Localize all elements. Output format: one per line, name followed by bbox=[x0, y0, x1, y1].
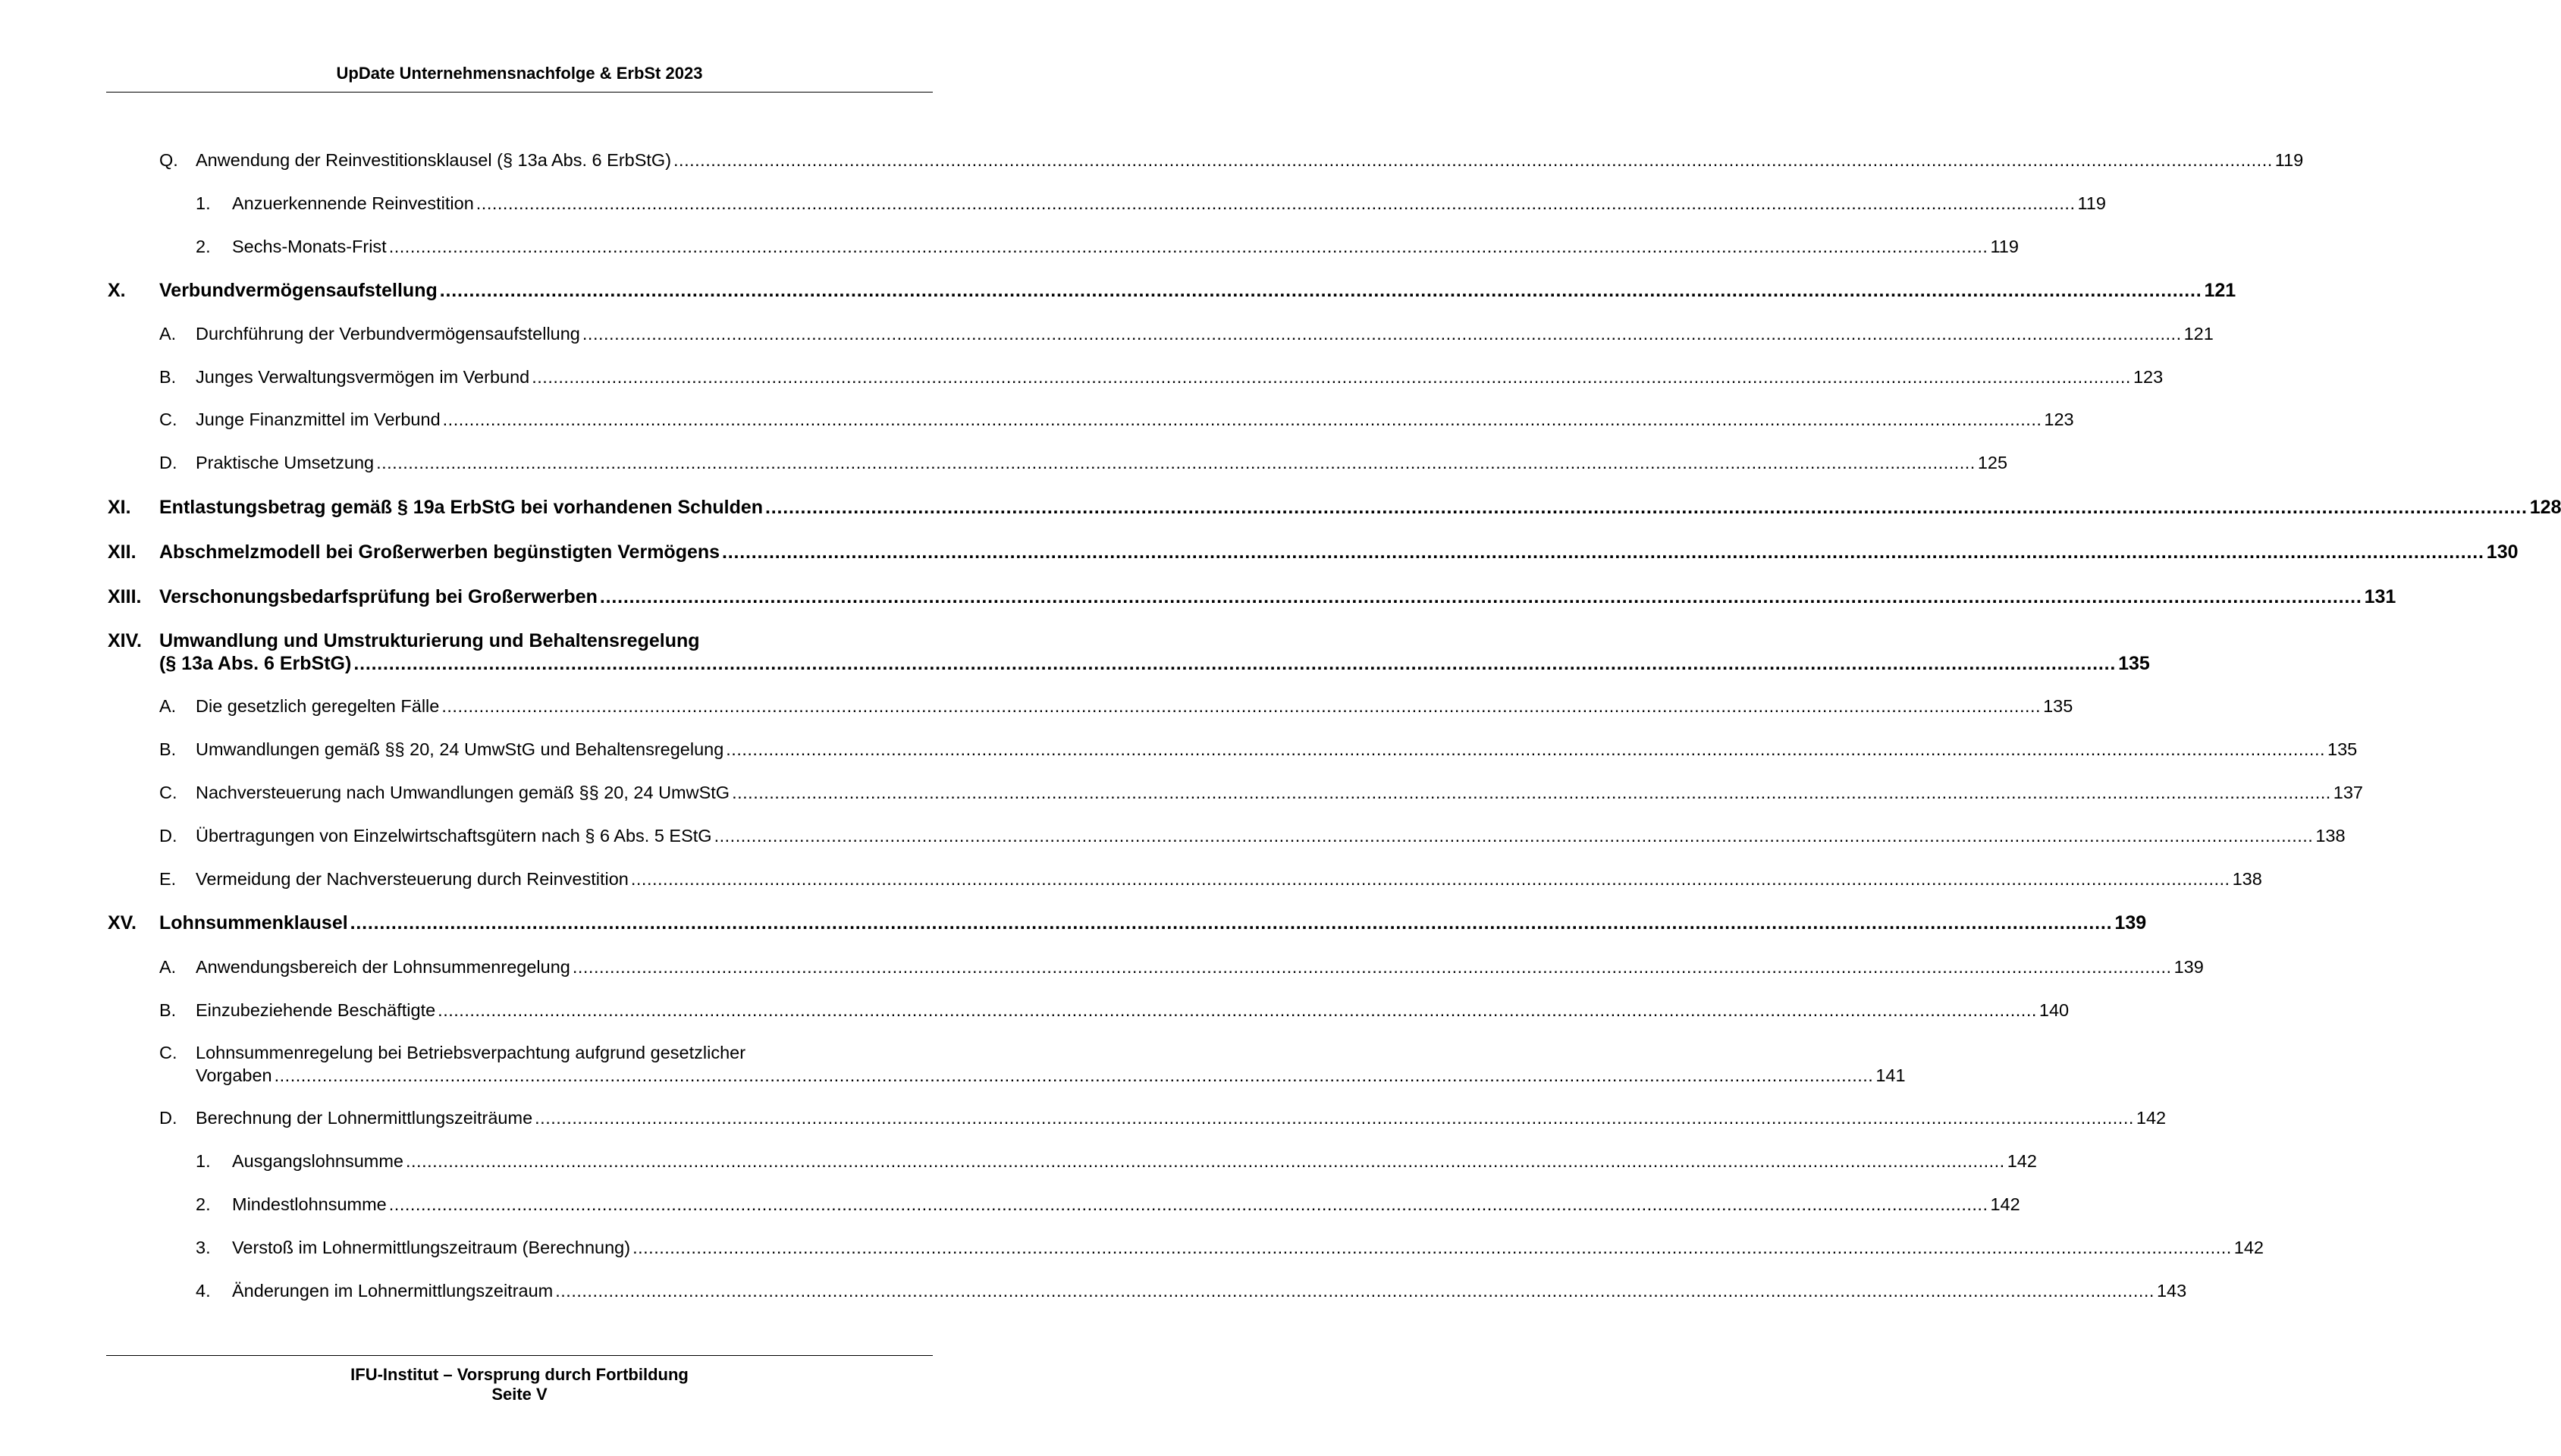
toc-page-number: 119 bbox=[1990, 237, 2019, 256]
toc-leader-dots: ............................................................................................................................................................................................................................................................................................................ bbox=[732, 783, 2331, 802]
toc-page-number: 128 bbox=[2529, 497, 2561, 518]
toc-page-number: 125 bbox=[1977, 453, 2008, 472]
toc-page-number: 138 bbox=[2315, 826, 2346, 846]
toc-page-number: 142 bbox=[2233, 1238, 2264, 1257]
toc-title: Sechs-Monats-Frist bbox=[232, 237, 387, 256]
toc-title: Junges Verwaltungsvermögen im Verbund bbox=[196, 367, 530, 387]
toc-leader-dots: ............................................................................................................................................................................................................................................................................................................ bbox=[475, 193, 2076, 213]
toc-title: (§ 13a Abs. 6 ErbStG) bbox=[159, 653, 352, 674]
toc-page-number: 142 bbox=[2007, 1151, 2037, 1171]
toc-title: Durchführung der Verbundvermögensaufstellung bbox=[196, 324, 580, 344]
toc-title: Vorgaben bbox=[196, 1065, 272, 1085]
toc-number: X. bbox=[108, 280, 126, 301]
toc-page-number: 121 bbox=[2183, 324, 2214, 344]
toc-leader-dots: ............................................................................................................................................................................................................................................................................................................ bbox=[376, 453, 1976, 472]
toc-number: XII. bbox=[108, 541, 137, 563]
toc-leader-dots: ............................................................................................................................................................................................................................................................................................................ bbox=[630, 869, 2230, 889]
toc-title-line: Umwandlung und Umstrukturierung und Behaltensregelung bbox=[159, 630, 700, 651]
toc-leader-dots: ............................................................................................................................................................................................................................................................................................................ bbox=[582, 324, 2182, 344]
toc-number: D. bbox=[159, 453, 177, 472]
toc-number: 1. bbox=[196, 193, 211, 213]
toc-number: B. bbox=[159, 739, 177, 759]
toc-number: 1. bbox=[196, 1151, 211, 1171]
toc-number: B. bbox=[159, 367, 177, 387]
footer-page-number: Seite V bbox=[491, 1385, 548, 1404]
toc-leader-dots: ............................................................................................................................................................................................................................................................................................................ bbox=[388, 1194, 1988, 1214]
toc-leader-dots: ............................................................................................................................................................................................................................................................................................................ bbox=[274, 1065, 1874, 1085]
toc-title-line: Lohnsummenregelung bei Betriebsverpachtung aufgrund gesetzlicher bbox=[196, 1043, 746, 1062]
toc-title: Anzuerkennende Reinvestition bbox=[232, 193, 474, 213]
toc-title: Einzubeziehende Beschäftigte bbox=[196, 1000, 436, 1020]
toc-title: Verstoß im Lohnermittlungszeitraum (Berechnung) bbox=[232, 1238, 631, 1257]
toc-title: Umwandlungen gemäß §§ 20, 24 UmwStG und Behaltensregelung bbox=[196, 739, 724, 759]
toc-title: Änderungen im Lohnermittlungszeitraum bbox=[232, 1281, 554, 1301]
toc-number: 4. bbox=[196, 1281, 211, 1301]
toc-page-number: 141 bbox=[1875, 1065, 1906, 1085]
toc-leader-dots: ............................................................................................................................................................................................................................................................................................................ bbox=[535, 1108, 2134, 1128]
toc-page-number: 131 bbox=[2364, 586, 2396, 607]
toc-title: Anwendung der Reinvestitionsklausel (§ 13a Abs. 6 ErbStG) bbox=[196, 150, 672, 170]
toc-leader-dots: ............................................................................................................................................................................................................................................................................................................ bbox=[532, 367, 2131, 387]
toc-page-number: 143 bbox=[2156, 1281, 2187, 1301]
toc-number: Q. bbox=[159, 150, 178, 170]
toc-leader-dots: ............................................................................................................................................................................................................................................................................................................ bbox=[441, 696, 2042, 716]
toc-number: XIV. bbox=[108, 630, 142, 651]
toc-title: Vermeidung der Nachversteuerung durch Reinvestition bbox=[196, 869, 629, 889]
toc-leader-dots: ............................................................................................................................................................................................................................................................................................................ bbox=[572, 957, 2172, 977]
toc-title: Ausgangslohnsumme bbox=[232, 1151, 403, 1171]
toc-number: C. bbox=[159, 410, 177, 429]
toc-number: XI. bbox=[108, 497, 131, 518]
toc-title: Berechnung der Lohnermittlungszeiträume bbox=[196, 1108, 533, 1128]
footer-rule bbox=[106, 1355, 933, 1356]
toc-title: Verbundvermögensaufstellung bbox=[159, 280, 438, 301]
toc-leader-dots: ............................................................................................................................................................................................................................................................................................................ bbox=[353, 653, 2117, 674]
toc-leader-dots: ............................................................................................................................................................................................................................................................................................................ bbox=[439, 280, 2202, 301]
toc-title: Entlastungsbetrag gemäß § 19a ErbStG bei vorhandenen Schulden bbox=[159, 497, 764, 518]
toc-page-number: 135 bbox=[2043, 696, 2073, 716]
toc-leader-dots: ............................................................................................................................................................................................................................................................................................................ bbox=[673, 150, 2273, 170]
toc-number: XV. bbox=[108, 912, 137, 934]
toc-title: Übertragungen von Einzelwirtschaftsgütern nach § 6 Abs. 5 EStG bbox=[196, 826, 712, 846]
toc-page-number: 135 bbox=[2118, 653, 2150, 674]
toc-page-number: 142 bbox=[2136, 1108, 2167, 1128]
toc-number: XIII. bbox=[108, 586, 142, 607]
toc-page-number: 119 bbox=[2274, 150, 2304, 170]
toc-page-number: 123 bbox=[2044, 410, 2074, 429]
toc-page-number: 139 bbox=[2173, 957, 2204, 977]
toc-leader-dots: ............................................................................................................................................................................................................................................................................................................ bbox=[765, 497, 2528, 518]
toc-number: A. bbox=[159, 957, 177, 977]
toc-number: D. bbox=[159, 826, 177, 846]
toc-number: D. bbox=[159, 1108, 177, 1128]
toc-number: B. bbox=[159, 1000, 177, 1020]
toc-title: Abschmelzmodell bei Großerwerben begünstigten Vermögens bbox=[159, 541, 720, 563]
toc-leader-dots: ............................................................................................................................................................................................................................................................................................................ bbox=[599, 586, 2362, 607]
toc-leader-dots: ............................................................................................................................................................................................................................................................................................................ bbox=[722, 541, 2484, 563]
toc-leader-dots: ............................................................................................................................................................................................................................................................................................................ bbox=[714, 826, 2314, 846]
toc-number: E. bbox=[159, 869, 177, 889]
toc-page-number: 142 bbox=[1990, 1194, 2020, 1214]
toc-number: C. bbox=[159, 783, 177, 802]
toc-number: 2. bbox=[196, 1194, 211, 1214]
toc-leader-dots: ............................................................................................................................................................................................................................................................................................................ bbox=[442, 410, 2042, 429]
footer-institute: IFU-Institut – Vorsprung durch Fortbildung bbox=[350, 1365, 689, 1384]
toc-page-number: 137 bbox=[2333, 783, 2364, 802]
header-rule bbox=[106, 92, 933, 93]
toc-number: 3. bbox=[196, 1238, 211, 1257]
toc-page-number: 135 bbox=[2327, 739, 2358, 759]
toc-number: A. bbox=[159, 324, 177, 344]
toc-page-number: 119 bbox=[2077, 193, 2106, 213]
page-header: UpDate Unternehmensnachfolge & ErbSt 2023 bbox=[336, 64, 703, 83]
toc-leader-dots: ............................................................................................................................................................................................................................................................................................................ bbox=[388, 237, 1988, 256]
toc-page-number: 123 bbox=[2133, 367, 2164, 387]
page-footer bbox=[106, 1365, 933, 1404]
toc-page-number: 139 bbox=[2114, 912, 2147, 934]
toc-title: Nachversteuerung nach Umwandlungen gemäß §§ 20, 24 UmwStG bbox=[196, 783, 730, 802]
toc-title: Praktische Umsetzung bbox=[196, 453, 375, 472]
toc-title: Verschonungsbedarfsprüfung bei Großerwerben bbox=[159, 586, 598, 607]
toc-title: Die gesetzlich geregelten Fälle bbox=[196, 696, 440, 716]
toc-title: Mindestlohnsumme bbox=[232, 1194, 387, 1214]
toc-title: Anwendungsbereich der Lohnsummenregelung bbox=[196, 957, 570, 977]
toc-page-number: 138 bbox=[2232, 869, 2262, 889]
toc-leader-dots: ............................................................................................................................................................................................................................................................................................................ bbox=[632, 1238, 2232, 1257]
toc-leader-dots: ............................................................................................................................................................................................................................................................................................................ bbox=[350, 912, 2113, 934]
toc-number: A. bbox=[159, 696, 177, 716]
toc-page-number: 140 bbox=[2038, 1000, 2070, 1020]
toc-page-number: 130 bbox=[2486, 541, 2519, 563]
toc-page-number: 121 bbox=[2204, 280, 2236, 301]
toc-title: Lohnsummenklausel bbox=[159, 912, 348, 934]
toc-number: 2. bbox=[196, 237, 211, 256]
toc-leader-dots: ............................................................................................................................................................................................................................................................................................................ bbox=[406, 1151, 2005, 1171]
toc-title: Junge Finanzmittel im Verbund bbox=[196, 410, 441, 429]
toc-leader-dots: ............................................................................................................................................................................................................................................................................................................ bbox=[726, 739, 2325, 759]
toc-leader-dots: ............................................................................................................................................................................................................................................................................................................ bbox=[555, 1281, 2155, 1301]
toc-number: C. bbox=[159, 1043, 177, 1062]
toc-leader-dots: ............................................................................................................................................................................................................................................................................................................ bbox=[438, 1000, 2037, 1020]
